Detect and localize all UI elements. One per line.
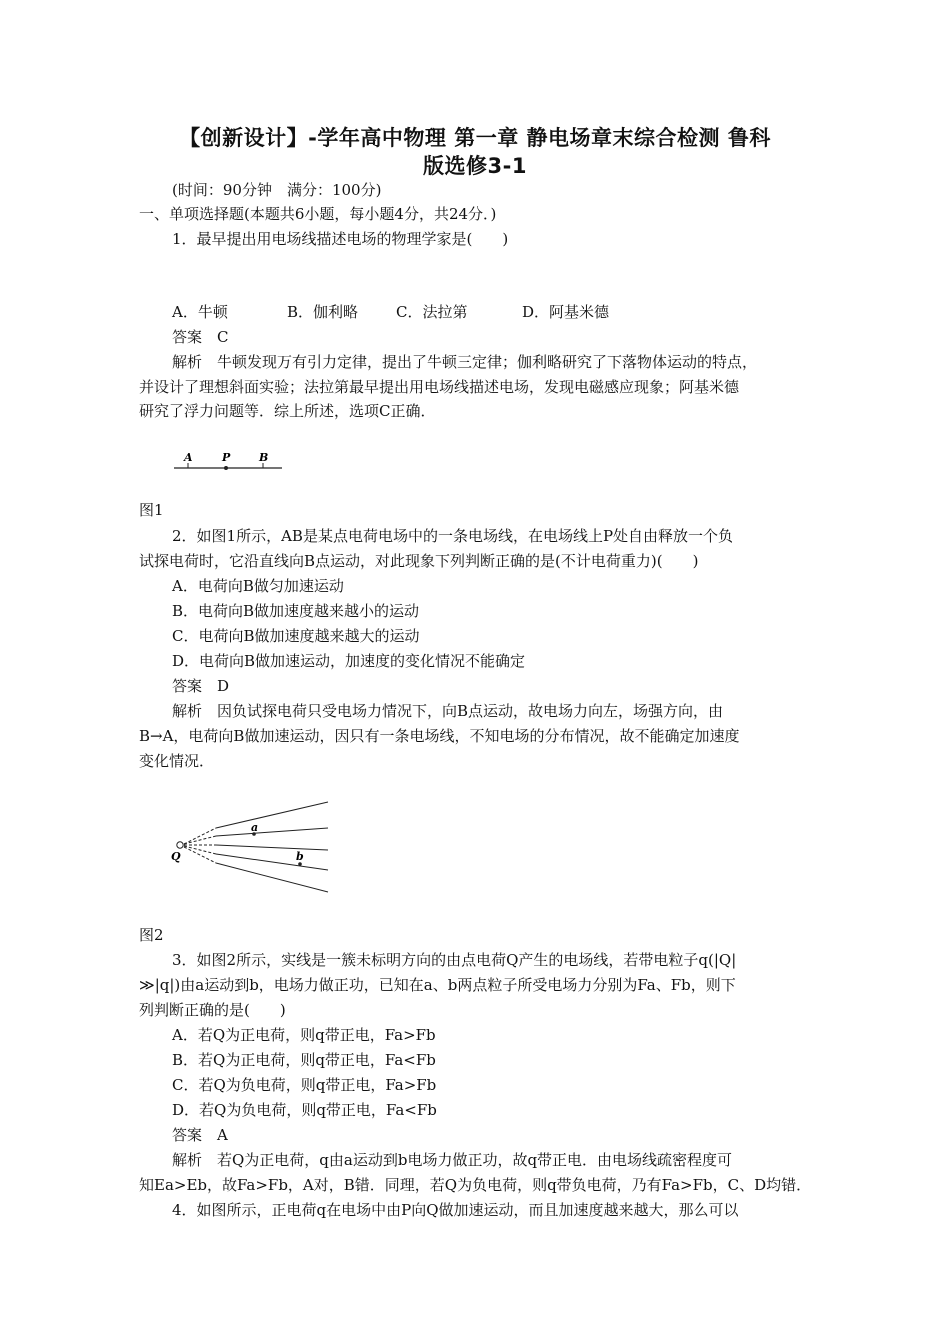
q3-stem-line-1: 3．如图2所示，实线是一簇未标明方向的由点电荷Q产生的电场线，若带电粒子q(|Q| bbox=[172, 951, 737, 969]
q1-stem: 1．最早提出用电场线描述电场的物理学家是( ) bbox=[172, 230, 509, 248]
q1-option-d: D．阿基米德 bbox=[522, 303, 610, 321]
q2-explanation-line-1: 解析 因负试探电荷只受电场力情况下，向B点运动，故电场力向左，场强方向，由 bbox=[172, 702, 724, 720]
document-title bbox=[120, 124, 830, 180]
point-p bbox=[224, 466, 228, 470]
field-line-2 bbox=[216, 828, 328, 836]
q3-option-a: A．若Q为正电荷，则q带正电，Fa>Fb bbox=[172, 1026, 436, 1044]
q3-stem-line-2: ≫|q|)由a运动到b，电场力做正功，已知在a、b两点粒子所受电场力分别为Fa、Fb，则下 bbox=[139, 976, 736, 994]
q1-option-a: A．牛顿 bbox=[172, 303, 228, 321]
dashed-line-2 bbox=[184, 836, 216, 844]
title-line-2: 版选修3-1 bbox=[423, 154, 527, 178]
charge-q bbox=[177, 842, 183, 848]
figure-2-caption: 图2 bbox=[139, 926, 164, 944]
q4-stem-line-1: 4．如图所示，正电荷q在电场中由P向Q做加速运动，而且加速度越来越大，那么可以 bbox=[172, 1201, 739, 1219]
dashed-line-1 bbox=[184, 828, 216, 844]
time-info: (时间：90分钟 满分：100分) bbox=[172, 181, 382, 199]
q2-option-b: B．电荷向B做加速度越来越小的运动 bbox=[172, 602, 420, 620]
q3-option-b: B．若Q为正电荷，则q带正电，Fa<Fb bbox=[172, 1051, 436, 1069]
q2-explanation-line-2: B→A，电荷向B做加速运动，因只有一条电场线，不知电场的分布情况，故不能确定加速度 bbox=[139, 727, 740, 745]
fig1-label-b: B bbox=[259, 451, 269, 464]
q1-option-c: C．法拉第 bbox=[396, 303, 468, 321]
q1-explanation-line-1: 解析 牛顿发现万有引力定律，提出了牛顿三定律；伽利略研究了下落物体运动的特点， bbox=[172, 353, 758, 371]
fig1-label-p: P bbox=[222, 451, 231, 464]
q2-answer: 答案 D bbox=[172, 677, 230, 695]
q3-explanation-line-2: 知Ea>Eb，故Fa>Fb，A对，B错．同理，若Q为负电荷，则q带负电荷，乃有Fa>Fb，C、D均错． bbox=[139, 1176, 812, 1194]
q1-explanation-line-3: 研究了浮力问题等．综上所述，选项C正确． bbox=[139, 402, 436, 420]
fig2-label-q: Q bbox=[171, 850, 181, 863]
q1-option-b: B．伽利略 bbox=[287, 303, 359, 321]
q2-stem-line-2: 试探电荷时，它沿直线向B点运动，对此现象下列判断正确的是(不计电荷重力)( ) bbox=[139, 552, 699, 570]
fig2-label-b: b bbox=[296, 850, 304, 863]
q2-option-a: A．电荷向B做匀加速运动 bbox=[172, 577, 344, 595]
fig1-label-a: A bbox=[184, 451, 193, 464]
q1-answer: 答案 C bbox=[172, 328, 229, 346]
q1-explanation-line-2: 并设计了理想斜面实验；法拉第最早提出用电场线描述电场，发现电磁感应现象；阿基米德 bbox=[139, 378, 740, 396]
figure-1-diagram bbox=[170, 448, 290, 474]
dashed-line-5 bbox=[184, 847, 216, 863]
figure-2-diagram bbox=[168, 798, 334, 894]
field-line-1 bbox=[216, 802, 328, 828]
figure-1-caption: 图1 bbox=[139, 501, 164, 519]
q2-option-d: D．电荷向B做加速运动，加速度的变化情况不能确定 bbox=[172, 652, 526, 670]
q2-stem-line-1: 2．如图1所示，AB是某点电荷电场中的一条电场线，在电场线上P处自由释放一个负 bbox=[172, 527, 734, 545]
title-line-1: 【创新设计】-学年高中物理 第一章 静电场章末综合检测 鲁科 bbox=[179, 126, 771, 150]
fig2-label-a: a bbox=[251, 821, 259, 834]
q3-answer: 答案 A bbox=[172, 1126, 228, 1144]
q2-option-c: C．电荷向B做加速度越来越大的运动 bbox=[172, 627, 420, 645]
q3-option-d: D．若Q为负电荷，则q带正电，Fa<Fb bbox=[172, 1101, 437, 1119]
dashed-line-4 bbox=[184, 846, 216, 854]
q2-explanation-line-3: 变化情况． bbox=[139, 752, 215, 770]
section-heading: 一、单项选择题(本题共6小题，每小题4分，共24分．) bbox=[139, 205, 497, 223]
field-line-3 bbox=[216, 845, 328, 850]
q3-option-c: C．若Q为负电荷，则q带正电，Fa>Fb bbox=[172, 1076, 437, 1094]
q3-explanation-line-1: 解析 若Q为正电荷，q由a运动到b电场力做正功，故q带正电．由电场线疏密程度可 bbox=[172, 1151, 733, 1169]
q3-stem-line-3: 列判断正确的是( ) bbox=[139, 1001, 286, 1019]
